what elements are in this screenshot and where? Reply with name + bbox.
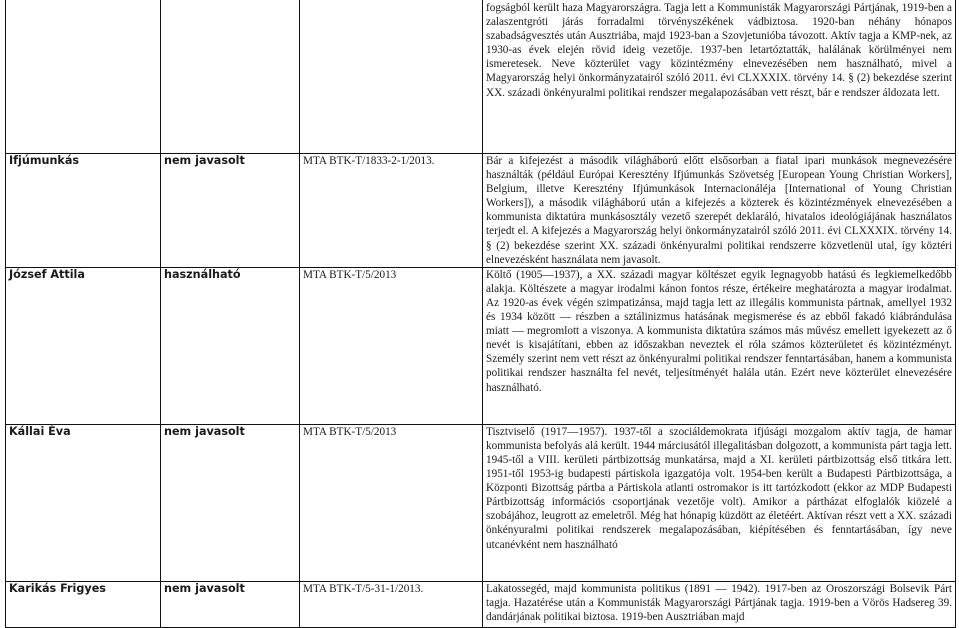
- description-cell: Költő (1905—1937), a XX. századi magyar költészet egyik legnagyobb hatású és legkiemelkedőbb alakja. Költészete a magyar irodalmi kánon fontos része, értékeire meghatározta a magyar irodalmat. Az 1920-as évek végén szimpatizánsa, majd tagja lett az illegális kommunista pártnak, amellyel 1932 és 1934 között — részben a sztálinizmus hatásának megismerése és az ebből fakadó kiábrándulása miatt — megromlott a viszonya. A kommunista diktatúra számos más művész emellett igyekezett az ő nevét is kisajátítani, ebben az időszakban neveztek el róla számos közterületet és közintézményt. Személy szerint nem vett részt az önkényuralmi politikai rendszer fenntartásában, hanem a kommunista politikai rendszer használta fel nevét, teljesítményét halála után. Ezért neve közterület elnevezésére használható.: [483, 267, 956, 424]
- name-cell: József Attila: [6, 267, 161, 424]
- table-row: [6, 0, 956, 154]
- status-cell: nem javasolt: [161, 581, 300, 627]
- name-cell: Ifjúmunkás: [6, 154, 161, 268]
- status-cell: nem javasolt: [161, 424, 300, 581]
- reference-cell: MTA BTK-T/5/2013: [300, 267, 483, 424]
- table-row: [6, 424, 956, 581]
- description-cell: fogságból került haza Magyarországra. Tagja lett a Kommunisták Magyarországi Pártjának, 1919-ben a zalaszentgróti járás forradalmi törvényszékének vádbiztosa. 1920-ban néhány hónapos szabadságvesztés után Ausztriába, majd 1923-ban a Szovjetunióba távozott. Aktív tagja a KMP-nek, az 1930-as évek elején rövid ideig vezetője. 1937-ben letartóztatták, halálának körülményei nem ismeretesek. Neve közterület vagy közintézmény elnevezésében nem használható, mivel a Magyarország helyi önkormányzatairól szóló 2011. évi CLXXXIX. törvény 14. § (2) bekezdése szerint XX. századi önkényuralmi politikai rendszer megalapozásában vett részt, bár e rendszer áldozata lett.: [483, 0, 956, 154]
- status-cell: használható: [161, 267, 300, 424]
- name-cell: [6, 0, 161, 154]
- reference-cell: MTA BTK-T/1833-2-1/2013.: [300, 154, 483, 268]
- description-cell: Bár a kifejezést a második világháború előtt elsősorban a fiatal ipari munkások megnevezésére használták (például Európai Keresztény Ifjúmunkás Szövetség [European Young Christian Workers], Belgium, illetve Keresztény Ifjúmunkások Internacionáléja [International of Young Christian Workers]), a második világháború után a kifejezés a közterek és közintézmények elnevezésében a kommunista diktatúra munkásosztály vezető szerepét deklaráló, hivatalos ideológiájának használatos terjedt el. A kifejezés a Magyarország helyi önkormányzatairól szóló 2011. évi CLXXXIX. törvény 14. § (2) bekezdése szerint XX. századi önkényuralmi politikai rendszerre közvetlenül utal, így köztéri elnevezésként használata nem javasolt.: [483, 154, 956, 268]
- reference-cell: MTA BTK-T/5/2013: [300, 424, 483, 581]
- table-row: [6, 154, 956, 268]
- description-cell: Lakatossegéd, majd kommunista politikus (1891 — 1942). 1917-ben az Oroszországi Bolsevik Párt tagja. Hazatérése után a Kommunisták Magyarországi Pártjának tagja. 1919-ben a Vörös Hadsereg 39. dandárjának politikai biztosa. 1919-ben Ausztriában majd: [483, 581, 956, 627]
- name-cell: Kállai Éva: [6, 424, 161, 581]
- reference-cell: [300, 0, 483, 154]
- status-cell: [161, 0, 300, 154]
- table-row: [6, 581, 956, 627]
- name-cell: Karikás Frigyes: [6, 581, 161, 627]
- table-row: [6, 267, 956, 424]
- status-cell: nem javasolt: [161, 154, 300, 268]
- street-name-table: [5, 0, 956, 628]
- description-cell: Tisztviselő (1917—1957). 1937-től a szociáldemokrata ifjúsági mozgalom aktív tagja, de hamar kommunista befolyás alá került. 1944 márciusától illegalitásban dolgozott, a kommunista párt tagja lett. 1945-től a VIII. kerületi pártbizottság munkatársa, majd a XI. kerületi pártbizottság első titkára lett. 1951-től 1953-ig budapesti pártiskola igazgatója volt. 1954-ben került a Budapesti Pártbizottsága, a Központi Bizottság pártba a Pártiskola atlanti ostromakor is itt tartózkodott (ekkor az MDP Budapesti Pártbizottság információs csoportjának vezetője volt). Amikor a pártházat elfoglalók kiözelé a szobájához, leugrott az emeletről. Még hat hónapig küzdött az életéért. Aktívan részt vett a XX. századi önkényuralmi politikai rendszerek megalapozásában, kiépítésében és fenntartásában, így neve utcanévként nem használható: [483, 424, 956, 581]
- reference-cell: MTA BTK-T/5-31-1/2013.: [300, 581, 483, 627]
